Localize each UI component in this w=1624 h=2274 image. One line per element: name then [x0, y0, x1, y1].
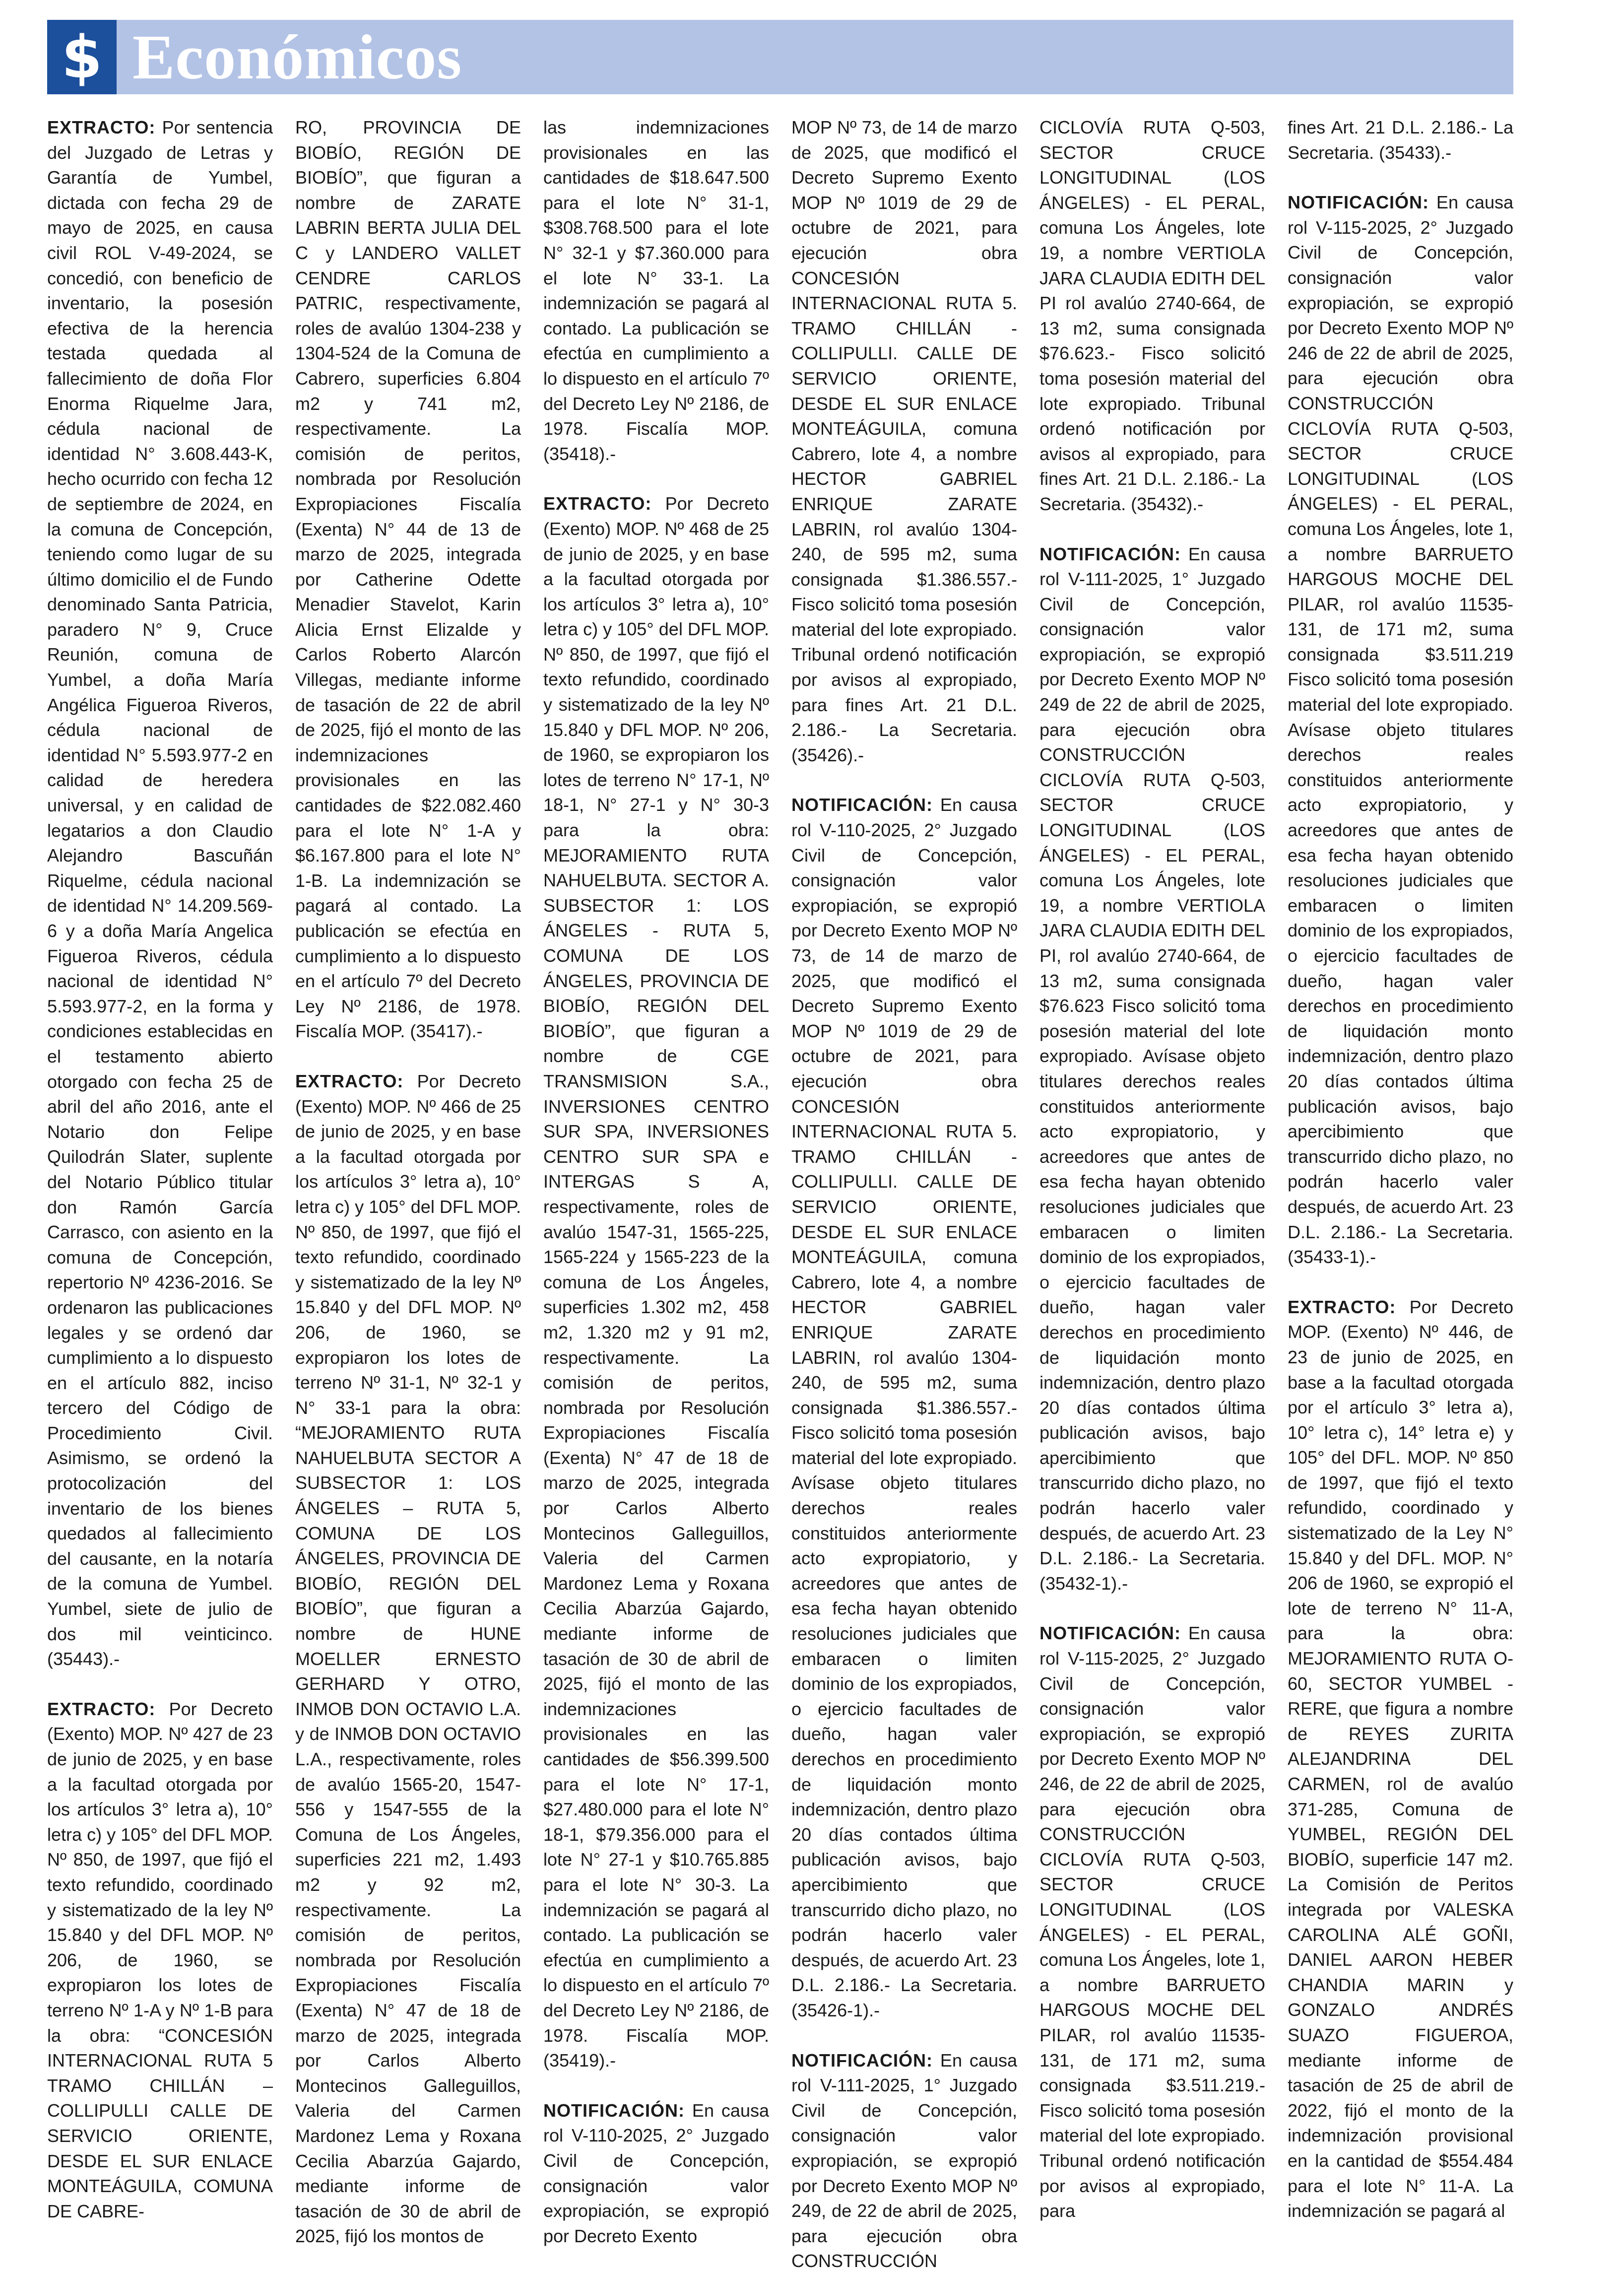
- notice-text: fines Art. 21 D.L. 2.186.- La Secretaria. (35433).-: [1288, 117, 1513, 163]
- notice-text: Por Decreto MOP. (Exento) Nº 446, de 23 de junio de 2025, en base a la facultad otorgada por el artículo 3° letra a), 10° letra c), 14° letra e) y 105° del DFL. MOP. Nº 850 de 1997, que fijó el texto refundido, coordinado y sistematizado de la Ley N° 15.840 y del DFL. MOP. N° 206 de 1960, se expropió el lote de terreno N° 11-A, para la obra: MEJORAMIENTO RUTA O-60, SECTOR YUMBEL - RERE, que figura a nombre de REYES ZURITA ALEJANDRINA DEL CARMEN, rol de avalúo 371-285, Comuna de YUMBEL, REGIÓN DEL BIOBÍO, superficie 147 m2. La Comisión de Peritos integrada por VALESKA CAROLINA ALÉ GOÑI, DANIEL AARON HEBER CHANDIA MARIN y GONZALO ANDRÉS SUAZO FIGUEROA, mediante informe de tasación de 25 de abril de 2022, fijó el monto de la indemnización provisional en la cantidad de $554.484 para el lote N° 11-A. La indemnización se pagará al: [1288, 1296, 1513, 2221]
- notice: [295, 1069, 521, 2249]
- notice: [47, 1697, 273, 2224]
- dollar-sign-icon: $: [47, 20, 117, 94]
- notice: [791, 2048, 1017, 2274]
- notice-text: En causa rol V-111-2025, 1° Juzgado Civil de Concepción, consignación valor expropiación, se expropió por Decreto Exento MOP Nº 249 de 22 de abril de 2025, para ejecución obra CONSTRUCCIÓN CICLOVÍA RUTA Q-503, SECTOR CRUCE LONGITUDINAL (LOS ÁNGELES) - EL PERAL, comuna Los Ángeles, lote 19, a nombre VERTIOLA JARA CLAUDIA EDITH DEL PI, rol avalúo 2740-664, de 13 m2, suma consignada $76.623 Fisco solicitó toma posesión material del lote expropiado. Avísase objeto titulares derechos reales constituidos anteriormente acto expropiatorio, y acreedores que antes de esa fecha hayan obtenido resoluciones judiciales que embaracen o limiten dominio de los expropiados, o ejercicio facultades de dueño, hagan valer derechos en procedimiento de liquidación monto indemnización, dentro plazo 20 días contados última publicación avisos, bajo apercibimiento que transcurrido dicho plazo, no podrán hacerlo valer después, de acuerdo Art. 23 D.L. 2.186.- La Secretaria. (35432-1).-: [1039, 543, 1265, 1594]
- notice: [543, 2098, 769, 2249]
- notice-text: En causa rol V-110-2025, 2° Juzgado Civil de Concepción, consignación valor expropiación, se expropió por Decreto Exento: [543, 2100, 769, 2246]
- notice-text: En causa rol V-110-2025, 2° Juzgado Civil de Concepción, consignación valor expropiación, se expropió por Decreto Exento MOP Nº 73, de 14 de marzo de 2025, que modificó el Decreto Supremo Exento MOP Nº 1019 de 29 de octubre de 2021, para ejecución obra CONCESIÓN INTERNACIONAL RUTA 5. TRAMO CHILLÁN - COLLIPULLI. CALLE DE SERVICIO ORIENTE, DESDE EL SUR ENLACE MONTEÁGUILA, comuna Cabrero, lote 4, a nombre HECTOR GABRIEL ENRIQUE ZARATE LABRIN, rol avalúo 1304-240, de 595 m2, suma consignada $1.386.557.- Fisco solicitó toma posesión material del lote expropiado. Avísase objeto titulares derechos reales constituidos anteriormente acto expropiatorio, y acreedores que antes de esa fecha hayan obtenido resoluciones judiciales que embaracen o limiten dominio de los expropiados, o ejercicio facultades de dueño, hagan valer derechos en procedimiento de liquidación monto indemnización, dentro plazo 20 días contados última publicación avisos, bajo apercibimiento que transcurrido dicho plazo, no podrán hacerlo valer después, de acuerdo Art. 23 D.L. 2.186.- La Secretaria. (35426-1).-: [791, 795, 1017, 2020]
- notice-keyword: EXTRACTO:: [47, 117, 156, 137]
- column-5: [1039, 115, 1265, 2221]
- notice: [295, 115, 521, 1044]
- notice-text: las indemnizaciones provisionales en las cantidades de $18.647.500 para el lote N° 31-1, $308.768.500 para el lote N° 32-1 y $7.360.000 para el lote N° 33-1. La indemnización se pagará al contado. La publicación se efectúa en cumplimiento a lo dispuesto en el artículo 7º del Decreto Ley Nº 2186, de 1978. Fiscalía MOP. (35418).-: [543, 117, 769, 464]
- notice-text: RO, PROVINCIA DE BIOBÍO, REGIÓN DE BIOBÍO”, que figuran a nombre de ZARATE LABRIN BERTA JULIA DEL C y LANDERO VALLET CENDRE CARLOS PATRIC, respectivamente, roles de avalúo 1304-238 y 1304-524 de la Comuna de Cabrero, superficies 6.804 m2 y 741 m2, respectivamente. La comisión de peritos, nombrada por Resolución Expropiaciones Fiscalía (Exenta) N° 44 de 13 de marzo de 2025, integrada por Catherine Odette Menadier Stavelot, Karin Alicia Ernst Elizalde y Carlos Roberto Alarcón Villegas, mediante informe de tasación de 22 de abril de 2025, fijó el monto de las indemnizaciones provisionales en las cantidades de $22.082.460 para el lote N° 1-A y $6.167.800 para el lote N° 1-B. La indemnización se pagará al contado. La publicación se efectúa en cumplimiento a lo dispuesto en el artículo 7º del Decreto Ley Nº 2186, de 1978. Fiscalía MOP. (35417).-: [295, 117, 521, 1042]
- notice: [1288, 1295, 1513, 2224]
- notice-keyword: NOTIFICACIÓN:: [1039, 543, 1181, 564]
- notice-keyword: NOTIFICACIÓN:: [1039, 1623, 1181, 1644]
- notice-keyword: NOTIFICACIÓN:: [543, 2100, 685, 2121]
- section-title: Económicos: [132, 22, 462, 92]
- notice-keyword: EXTRACTO:: [543, 493, 652, 514]
- notice-text: CICLOVÍA RUTA Q-503, SECTOR CRUCE LONGITUDINAL (LOS ÁNGELES) - EL PERAL, comuna Los Ángeles, lote 19, a nombre VERTIOLA JARA CLAUDIA EDITH DEL PI rol avalúo 2740-664, de 13 m2, suma consignada $76.623.- Fisco solicitó toma posesión material del lote expropiado. Tribunal ordenó notificación por avisos al expropiado, para fines Art. 21 D.L. 2.186.- La Secretaria. (35432).-: [1039, 117, 1265, 514]
- classifieds-columns: [47, 115, 1513, 2272]
- notice-text: Por Decreto (Exento) MOP. Nº 427 de 23 de junio de 2025, y en base a la facultad otorgada por los artículos 3° letra a), 10° letra c) y 105° del DFL MOP. Nº 850, de 1997, que fijó el texto refundido, coordinado y sistematizado de la ley Nº 15.840 y del DFL MOP. Nº 206, de 1960, se expropiaron los lotes de terreno Nº 1-A y Nº 1-B para la obra: “CONCESIÓN INTERNACIONAL RUTA 5 TRAMO CHILLÁN – COLLIPULLI CALLE DE SERVICIO ORIENTE, DESDE EL SUR ENLACE MONTEÁGUILA, COMUNA DE CABRE-: [47, 1698, 273, 2221]
- notice-text: En causa rol V-111-2025, 1° Juzgado Civil de Concepción, consignación valor expropiación, se expropió por Decreto Exento MOP Nº 249, de 22 de abril de 2025, para ejecución obra CONSTRUCCIÓN: [791, 2050, 1017, 2272]
- notice: [1039, 115, 1265, 517]
- section-header: [47, 20, 1513, 94]
- notice-text: MOP Nº 73, de 14 de marzo de 2025, que modificó el Decreto Supremo Exento MOP Nº 1019 de 29 de octubre de 2021, para ejecución obra CONCESIÓN INTERNACIONAL RUTA 5. TRAMO CHILLÁN - COLLIPULLI. CALLE DE SERVICIO ORIENTE, DESDE EL SUR ENLACE MONTEÁGUILA, comuna Cabrero, lote 4, a nombre HECTOR GABRIEL ENRIQUE ZARATE LABRIN, rol avalúo 1304-240, de 595 m2, suma consignada $1.386.557.- Fisco solicitó toma posesión material del lote expropiado. Tribunal ordenó notificación por avisos al expropiado, para fines Art. 21 D.L. 2.186.- La Secretaria. (35426).-: [791, 117, 1017, 765]
- column-4: [791, 115, 1017, 2272]
- notice: [543, 115, 769, 467]
- notice: [1288, 190, 1513, 1270]
- notice-keyword: NOTIFICACIÓN:: [791, 795, 933, 815]
- notice-keyword: EXTRACTO:: [1288, 1296, 1396, 1317]
- notice-text: En causa rol V-115-2025, 2° Juzgado Civil de Concepción, consignación valor expropiación, se expropió por Decreto Exento MOP Nº 246, de 22 de abril de 2025, para ejecución obra CONSTRUCCIÓN CICLOVÍA RUTA Q-503, SECTOR CRUCE LONGITUDINAL (LOS ÁNGELES) - EL PERAL, comuna Los Ángeles, lote 1, a nombre BARRUETO HARGOUS MOCHE DEL PILAR, rol avalúo 11535-131, de 171 m2, suma consignada $3.511.219.- Fisco solicitó toma posesión material del lote expropiado. Tribunal ordenó notificación por avisos al expropiado, para: [1039, 1623, 1265, 2221]
- notice-text: Por sentencia del Juzgado de Letras y Garantía de Yumbel, dictada con fecha 29 de mayo de 2025, en causa civil ROL V-49-2024, se concedió, con beneficio de inventario, la posesión efectiva de la herencia testada quedada al fallecimiento de doña Flor Enorma Riquelme Jara, cédula nacional de identidad N° 3.608.443-K, hecho ocurrido con fecha 12 de septiembre de 2024, en la comuna de Concepción, teniendo como lugar de su último domicilio el de Fundo denominado Santa Patricia, paradero N° 9, Cruce Reunión, comuna de Yumbel, a doña María Angélica Figueroa Riveros, cédula nacional de identidad N° 5.593.977-2 en calidad de heredera universal, y en calidad de legatarios a don Claudio Alejandro Bascuñán Riquelme, cédula nacional de identidad N° 14.209.569-6 y a doña María Angelica Figueroa Riveros, cédula nacional de identidad N° 5.593.977-2, en la forma y condiciones establecidas en el testamento abierto otorgado con fecha 25 de abril del año 2016, ante el Notario don Felipe Quilodrán Slater, suplente del Notario Público titular don Ramón García Carrasco, con asiento en la comuna de Concepción, repertorio Nº 4236-2016. Se ordenaron las publicaciones legales y se ordenó dar cumplimiento a lo dispuesto en el artículo 882, inciso tercero del Código de Procedimiento Civil. Asimismo, se ordenó la protocolización del inventario de los bienes quedados al fallecimiento del causante, en la notaría de la comuna de Yumbel. Yumbel, siete de julio de dos mil veinticinco. (35443).-: [47, 117, 273, 1670]
- notice-keyword: NOTIFICACIÓN:: [791, 2050, 933, 2071]
- notice: [47, 115, 273, 1672]
- notice-keyword: NOTIFICACIÓN:: [1288, 192, 1429, 213]
- notice: [543, 491, 769, 2073]
- column-2: [295, 115, 521, 2247]
- column-6: [1288, 115, 1513, 2221]
- notice: [1288, 115, 1513, 165]
- notice: [791, 115, 1017, 768]
- notice-text: Por Decreto (Exento) MOP. Nº 468 de 25 de junio de 2025, y en base a la facultad otorgada por los artículos 3° letra a), 10° letra c) y 105° del DFL MOP. Nº 850, de 1997, que fijó el texto refundido, coordinado y sistematizado de la ley Nº 15.840 y DFL MOP. Nº 206, de 1960, se expropiaron los lotes de terreno N° 17-1, Nº 18-1, N° 27-1 y N° 30-3 para la obra: MEJORAMIENTO RUTA NAHUELBUTA. SECTOR A. SUBSECTOR 1: LOS ÁNGELES - RUTA 5, COMUNA DE LOS ÁNGELES, PROVINCIA DE BIOBÍO, REGIÓN DEL BIOBÍO”, que figuran a nombre de CGE TRANSMISION S.A., INVERSIONES CENTRO SUR SPA, INVERSIONES CENTRO SUR SPA e INTERGAS S A, respectivamente, roles de avalúo 1547-31, 1565-225, 1565-224 y 1565-223 de la comuna de Los Ángeles, superficies 1.302 m2, 458 m2, 1.320 m2 y 91 m2, respectivamente. La comisión de peritos, nombrada por Resolución Expropiaciones Fiscalía (Exenta) N° 47 de 18 de marzo de 2025, integrada por Carlos Alberto Montecinos Galleguillos, Valeria del Carmen Mardonez Lema y Roxana Cecilia Abarzúa Gajardo, mediante informe de tasación de 30 de abril de 2025, fijó el monto de las indemnizaciones provisionales en las cantidades de $56.399.500 para el lote N° 17-1, $27.480.000 para el lote N° 18-1, $79.356.000 para el lote N° 27-1 y $10.765.885 para el lote N° 30-3. La indemnización se pagará al contado. La publicación se efectúa en cumplimiento a lo dispuesto en el artículo 7º del Decreto Ley Nº 2186, de 1978. Fiscalía MOP. (35419).-: [543, 493, 769, 2071]
- notice-text: En causa rol V-115-2025, 2° Juzgado Civil de Concepción, consignación valor expropiación, se expropió por Decreto Exento MOP Nº 246 de 22 de abril de 2025, para ejecución obra CONSTRUCCIÓN CICLOVÍA RUTA Q-503, SECTOR CRUCE LONGITUDINAL (LOS ÁNGELES) - EL PERAL, comuna Los Ángeles, lote 1, a nombre BARRUETO HARGOUS MOCHE DEL PILAR, rol avalúo 11535-131, de 171 m2, suma consignada $3.511.219 Fisco solicitó toma posesión material del lote expropiado. Avísase objeto titulares derechos reales constituidos anteriormente acto expropiatorio, y acreedores que antes de esa fecha hayan obtenido resoluciones judiciales que embaracen o limiten dominio de los expropiados, o ejercicio facultades de dueño, hagan valer derechos en procedimiento de liquidación monto indemnización, dentro plazo 20 días contados última publicación avisos, bajo apercibimiento que transcurrido dicho plazo, no podrán hacerlo valer después, de acuerdo Art. 23 D.L. 2.186.- La Secretaria. (35433-1).-: [1288, 192, 1513, 1268]
- notice-keyword: EXTRACTO:: [47, 1698, 156, 1719]
- notice-keyword: EXTRACTO:: [295, 1070, 404, 1091]
- notice: [791, 793, 1017, 2023]
- column-3: [543, 115, 769, 2246]
- notice-text: Por Decreto (Exento) MOP. Nº 466 de 25 de junio de 2025, y en base a la facultad otorgada por los artículos 3° letra a), 10° letra c) y 105° del DFL MOP. Nº 850, de 1997, que fijó el texto refundido, coordinado y sistematizado de la ley Nº 15.840 y del DFL MOP. Nº 206, de 1960, se expropiaron los lotes de terreno Nº 31-1, Nº 32-1 y N° 33-1 para la obra: “MEJORAMIENTO RUTA NAHUELBUTA SECTOR A SUBSECTOR 1: LOS ÁNGELES – RUTA 5, COMUNA DE LOS ÁNGELES, PROVINCIA DE BIOBÍO, REGIÓN DEL BIOBÍO”, que figuran a nombre de HUNE MOELLER ERNESTO GERHARD Y OTRO, INMOB DON OCTAVIO L.A. y de INMOB DON OCTAVIO L.A., respectivamente, roles de avalúo 1565-20, 1547-556 y 1547-555 de la Comuna de Los Ángeles, superficies 221 m2, 1.493 m2 y 92 m2, respectivamente. La comisión de peritos, nombrada por Resolución Expropiaciones Fiscalía (Exenta) N° 47 de 18 de marzo de 2025, integrada por Carlos Alberto Montecinos Galleguillos, Valeria del Carmen Mardonez Lema y Roxana Cecilia Abarzúa Gajardo, mediante informe de tasación de 30 de abril de 2025, fijó los montos de: [295, 1070, 521, 2247]
- notice: [1039, 542, 1265, 1597]
- column-1: [47, 115, 273, 2221]
- notice: [1039, 1621, 1265, 2223]
